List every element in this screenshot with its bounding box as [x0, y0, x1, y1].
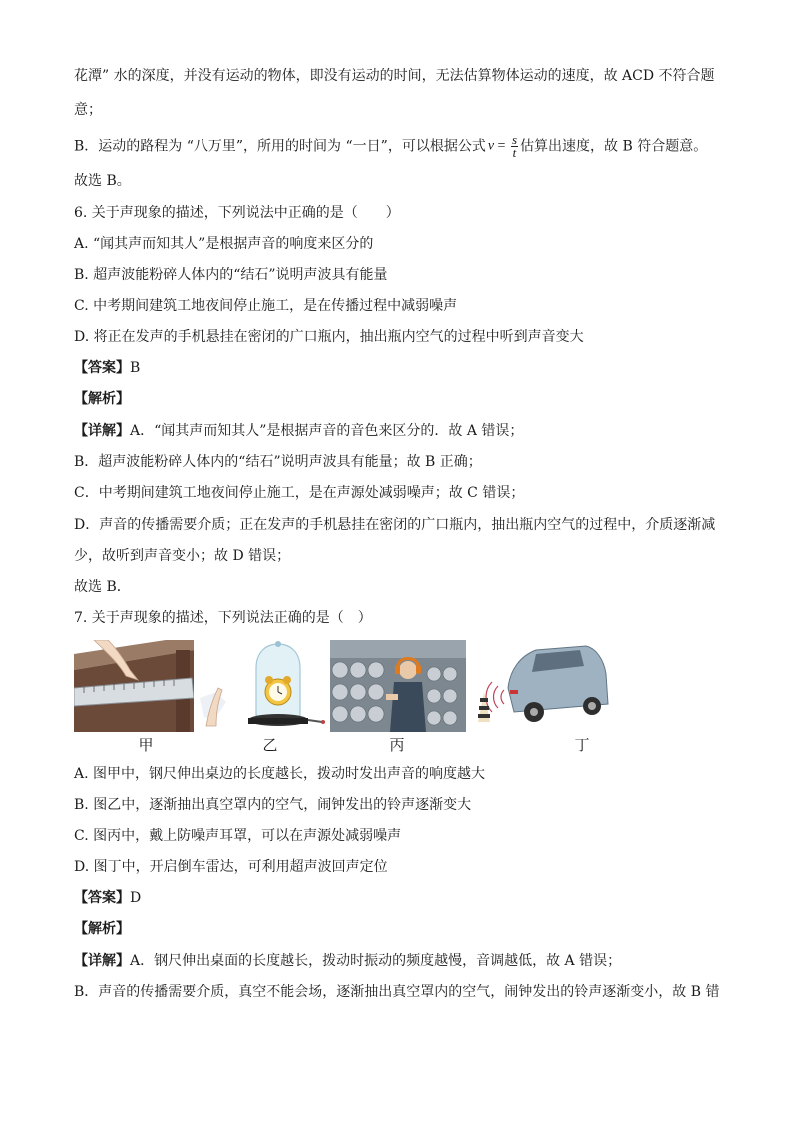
- figure-label-bing: 丙: [389, 736, 405, 754]
- q6-conclusion: 故选 B．: [74, 579, 131, 595]
- q7-option-c: C. 图丙中，戴上防噪声耳罩，可以在声源处减弱噪声: [74, 828, 402, 844]
- q7-option-a: A. 图甲中，钢尺伸出桌边的长度越长，拨动时发出声音的响度越大: [74, 766, 486, 782]
- figure-jia-ruler-table: [74, 640, 194, 732]
- text-line-with-formula: [74, 134, 720, 159]
- question-7-stem: 7. 关于声现象的描述，下列说法正确的是（ ）: [74, 610, 372, 626]
- q6-option-b: B. 超声波能粉碎人体内的“结石”说明声波具有能量: [74, 267, 388, 283]
- text-segment: B．运动的路程为 “八万里”，所用的时间为 “一日”，可以根据公式: [74, 138, 486, 155]
- formula-eq: =: [494, 138, 509, 154]
- detail-tag: 【详解】: [74, 953, 130, 969]
- answer-tag: 【答案】: [74, 360, 130, 376]
- text-line: 意；: [74, 102, 102, 118]
- q6-explain-d: D．声音的传播需要介质；正在发声的手机悬挂在密闭的广口瓶内，抽出瓶内空气的过程中，介质逐渐减: [74, 517, 716, 533]
- answer-tag: 【答案】: [74, 890, 130, 906]
- q7-explain-b: B．声音的传播需要介质，真空不能会场，逐渐抽出真空罩内的空气，闹钟发出的铃声逐渐变小，故 B 错: [74, 984, 720, 1000]
- q7-figures: [74, 640, 614, 758]
- q6-explain-d-cont: 少，故听到声音变小；故 D 错误；: [74, 548, 291, 564]
- figure-label-yi: 乙: [262, 736, 278, 754]
- analysis-tag: 【解析】: [74, 391, 130, 407]
- figure-yi-bell-jar: [196, 640, 326, 732]
- answer-value: B: [130, 360, 141, 376]
- q6-explain-c: C．中考期间建筑工地夜间停止施工，是在声源处减弱噪声；故 C 错误；: [74, 485, 525, 501]
- q7-option-b: B. 图乙中，逐渐抽出真空罩内的空气，闹钟发出的铃声逐渐变大: [74, 797, 472, 813]
- text-segment: 估算出速度，故 B 符合题意。: [520, 138, 708, 155]
- question-6-stem: 6. 关于声现象的描述，下列说法中正确的是（ ）: [74, 205, 400, 221]
- figure-ding-car-radar: [474, 640, 610, 732]
- text-line: 花潭” 水的深度，并没有运动的物体，即没有运动的时间，无法估算物体运动的速度，故 ACD 不符合题: [74, 68, 715, 84]
- figure-label-ding: 丁: [574, 736, 590, 754]
- q6-answer: [74, 358, 720, 378]
- figure-bing-factory-earmuffs: [330, 640, 466, 732]
- q7-explain-a: [74, 951, 720, 971]
- q6-explain-b: B．超声波能粉碎人体内的“结石”说明声波具有能量；故 B 正确；: [74, 454, 482, 470]
- q7-analysis-tag: [74, 919, 720, 939]
- q6-option-a: A. “闻其声而知其人”是根据声音的响度来区分的: [74, 236, 374, 252]
- q7-answer: [74, 888, 720, 908]
- text-line: 故选 B。: [74, 173, 131, 189]
- q6-option-d: D. 将正在发声的手机悬挂在密闭的广口瓶内，抽出瓶内空气的过程中听到声音变大: [74, 329, 584, 345]
- q6-option-c: C. 中考期间建筑工地夜间停止施工，是在传播过程中减弱噪声: [74, 298, 458, 314]
- q6-explain-a: [74, 421, 720, 441]
- figure-label-jia: 甲: [138, 736, 154, 754]
- q7-option-d: D. 图丁中，开启倒车雷达，可利用超声波回声定位: [74, 859, 388, 875]
- formula-fraction: [511, 134, 518, 159]
- analysis-tag: 【解析】: [74, 921, 130, 937]
- formula-v: v: [487, 138, 495, 154]
- answer-value: D: [130, 890, 142, 906]
- q6-analysis-tag: [74, 389, 720, 409]
- explain-text: A．“闻其声而知其人”是根据声音的音色来区分的．故 A 错误；: [130, 423, 524, 439]
- explain-text: A．钢尺伸出桌面的长度越长，拨动时振动的频度越慢，音调越低，故 A 错误；: [130, 953, 622, 969]
- formula-denominator: t: [512, 145, 517, 160]
- speed-formula: [488, 134, 518, 159]
- detail-tag: 【详解】: [74, 423, 130, 439]
- formula-numerator: s: [511, 132, 518, 147]
